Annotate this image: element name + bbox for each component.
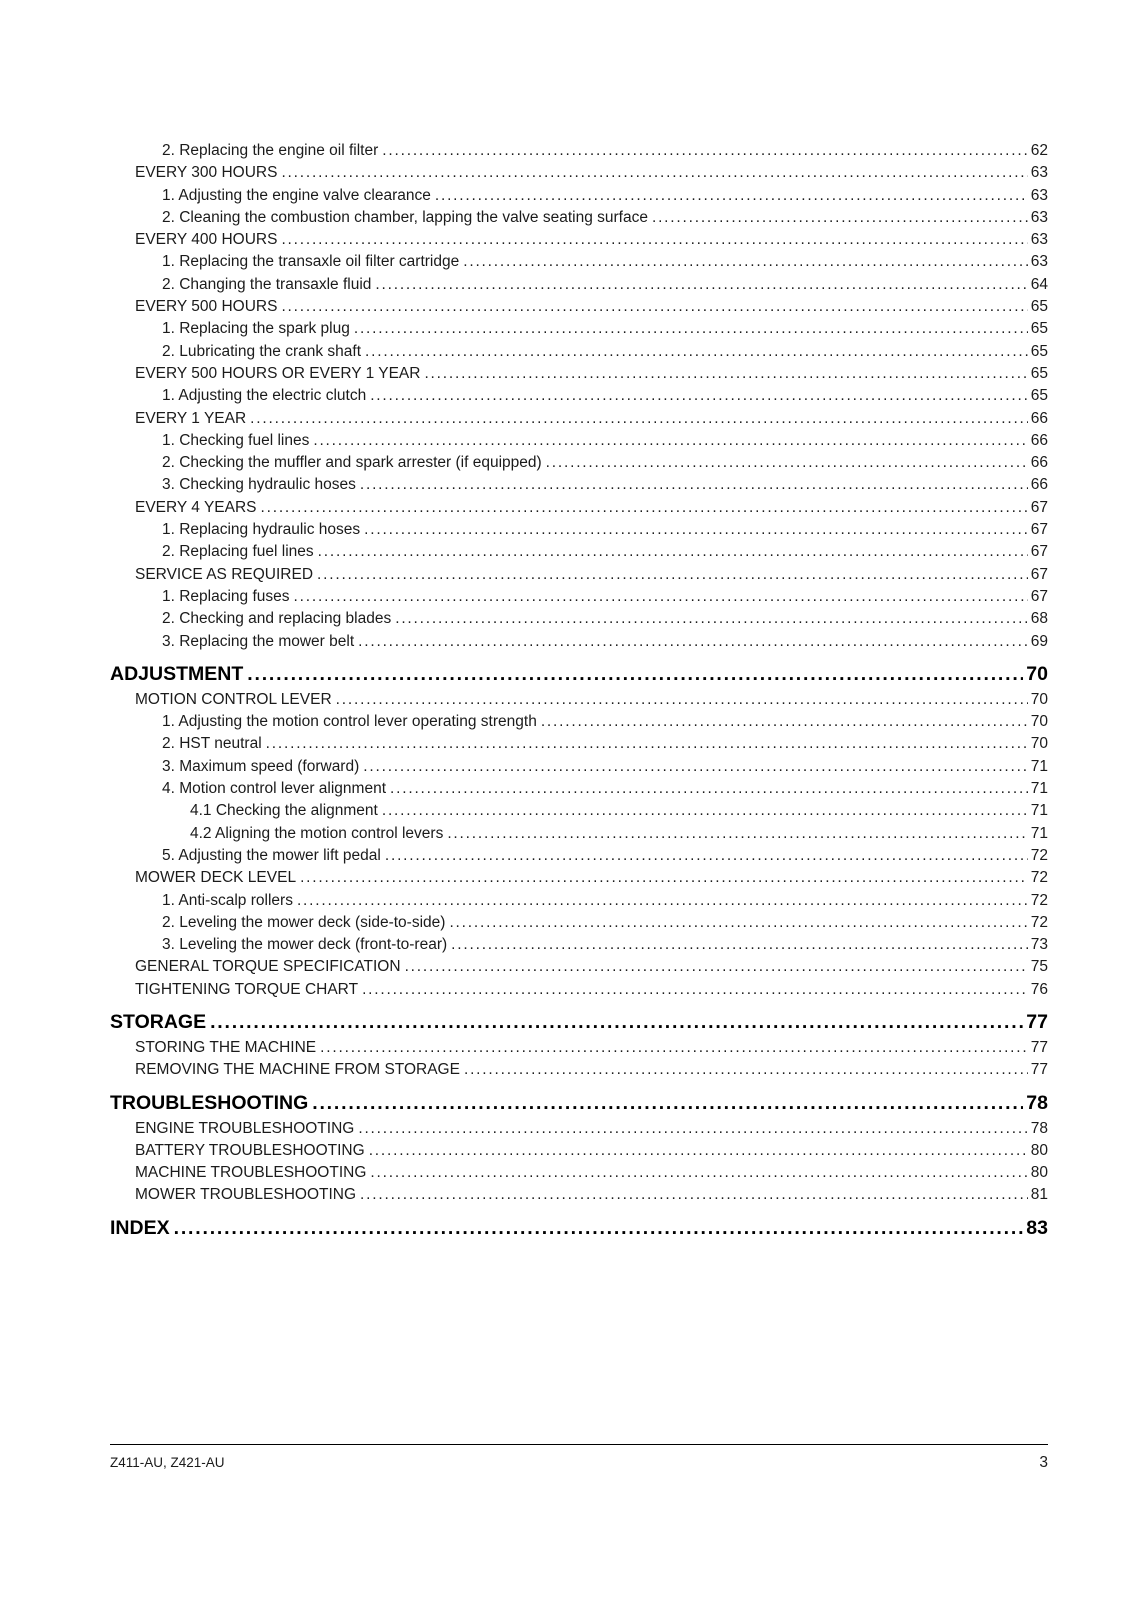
toc-entry-page: 71 <box>1030 757 1048 775</box>
toc-entry-page: 70 <box>1026 662 1048 685</box>
toc-entry <box>110 452 1048 474</box>
dotted-leader <box>210 1010 1023 1034</box>
toc-entry <box>110 1216 1048 1240</box>
toc-entry-page: 65 <box>1030 320 1048 338</box>
toc-entry-page: 75 <box>1030 958 1048 976</box>
toc-entry-label: 1. Adjusting the motion control lever operating strength <box>162 713 537 731</box>
toc-entry-page: 67 <box>1030 543 1048 561</box>
toc-entry-label: MOWER DECK LEVEL <box>135 869 297 887</box>
toc-entry <box>110 385 1048 407</box>
toc-list <box>110 140 1048 1243</box>
toc-entry-label: EVERY 500 HOURS <box>135 298 278 316</box>
dotted-leader <box>369 1140 1028 1162</box>
toc-entry-label: 4. Motion control lever alignment <box>162 780 387 798</box>
toc-entry-label: 1. Checking fuel lines <box>162 431 310 449</box>
toc-entry-label: 1. Replacing hydraulic hoses <box>162 521 361 539</box>
toc-entry-page: 68 <box>1030 610 1048 628</box>
toc-entry-page: 66 <box>1030 409 1048 427</box>
toc-entry-label: ADJUSTMENT <box>110 662 244 685</box>
toc-entry-page: 73 <box>1030 936 1048 954</box>
dotted-leader <box>451 934 1028 956</box>
toc-entry-page: 64 <box>1030 275 1048 293</box>
dotted-leader <box>447 823 1027 845</box>
toc-entry-label: TIGHTENING TORQUE CHART <box>135 980 359 998</box>
dotted-leader <box>382 800 1028 822</box>
toc-entry-page: 77 <box>1030 1038 1048 1056</box>
toc-entry-page: 66 <box>1030 431 1048 449</box>
toc-entry-label: 1. Anti-scalp rollers <box>162 891 293 909</box>
dotted-leader <box>354 318 1028 340</box>
dotted-leader <box>362 979 1028 1001</box>
dotted-leader <box>370 385 1028 407</box>
toc-entry-label: REMOVING THE MACHINE FROM STORAGE <box>135 1061 460 1079</box>
toc-entry-label: 2. Lubricating the crank shaft <box>162 342 362 360</box>
dotted-leader <box>464 1059 1028 1081</box>
toc-entry-page: 70 <box>1030 713 1048 731</box>
toc-entry-label: STORING THE MACHINE <box>135 1038 317 1056</box>
toc-entry-page: 63 <box>1030 231 1048 249</box>
dotted-leader <box>395 608 1028 630</box>
dotted-leader <box>382 140 1027 162</box>
toc-entry <box>110 1010 1048 1034</box>
dotted-leader <box>336 689 1028 711</box>
toc-entry-page: 70 <box>1030 690 1048 708</box>
dotted-leader <box>652 207 1028 229</box>
dotted-leader <box>385 845 1028 867</box>
dotted-leader <box>250 408 1028 430</box>
dotted-leader <box>424 363 1027 385</box>
dotted-leader <box>174 1216 1024 1240</box>
toc-entry <box>110 497 1048 519</box>
dotted-leader <box>435 185 1028 207</box>
toc-entry <box>110 1184 1048 1206</box>
toc-entry-page: 66 <box>1030 454 1048 472</box>
dotted-leader <box>320 1037 1028 1059</box>
toc-entry <box>110 541 1048 563</box>
toc-entry <box>110 934 1048 956</box>
toc-entry-label: 3. Replacing the mower belt <box>162 632 355 650</box>
toc-entry <box>110 474 1048 496</box>
toc-entry-label: MOWER TROUBLESHOOTING <box>135 1186 357 1204</box>
dotted-leader <box>365 341 1028 363</box>
toc-entry <box>110 912 1048 934</box>
toc-entry <box>110 229 1048 251</box>
toc-entry <box>110 564 1048 586</box>
toc-entry-page: 65 <box>1030 364 1048 382</box>
toc-entry-label: 1. Replacing fuses <box>162 587 290 605</box>
toc-entry-label: INDEX <box>110 1216 170 1239</box>
toc-entry <box>110 251 1048 273</box>
toc-entry-label: 2. Changing the transaxle fluid <box>162 275 372 293</box>
toc-entry-label: 3. Checking hydraulic hoses <box>162 476 356 494</box>
toc-entry-label: SERVICE AS REQUIRED <box>135 565 314 583</box>
toc-entry <box>110 1140 1048 1162</box>
toc-entry-page: 72 <box>1030 891 1048 909</box>
toc-entry-label: 2. Leveling the mower deck (side-to-side) <box>162 913 446 931</box>
dotted-leader <box>312 1091 1023 1115</box>
toc-entry <box>110 363 1048 385</box>
toc-entry-page: 80 <box>1030 1141 1048 1159</box>
toc-entry-label: EVERY 400 HOURS <box>135 231 278 249</box>
toc-entry-page: 71 <box>1030 802 1048 820</box>
dotted-leader <box>266 733 1028 755</box>
toc-entry-label: 2. Replacing the engine oil filter <box>162 142 379 159</box>
dotted-leader <box>360 474 1028 496</box>
dotted-leader <box>281 162 1027 184</box>
toc-entry <box>110 1037 1048 1059</box>
dotted-leader <box>247 662 1023 686</box>
toc-entry-page: 69 <box>1030 632 1048 650</box>
toc-entry <box>110 823 1048 845</box>
toc-entry-label: 1. Replacing the spark plug <box>162 320 350 338</box>
toc-entry <box>110 733 1048 755</box>
toc-entry <box>110 1059 1048 1081</box>
toc-entry-page: 63 <box>1030 186 1048 204</box>
toc-entry-page: 72 <box>1030 846 1048 864</box>
toc-entry-page: 62 <box>1030 142 1048 159</box>
toc-entry-page: 67 <box>1030 521 1048 539</box>
toc-entry-page: 65 <box>1030 298 1048 316</box>
dotted-leader <box>317 564 1028 586</box>
toc-entry-label: 1. Adjusting the engine valve clearance <box>162 186 431 204</box>
toc-entry <box>110 778 1048 800</box>
footer-model: Z411-AU, Z421-AU <box>110 1455 225 1470</box>
dotted-leader <box>390 778 1028 800</box>
toc-entry-page: 67 <box>1030 565 1048 583</box>
toc-entry-label: 3. Maximum speed (forward) <box>162 757 360 775</box>
toc-entry-label: MOTION CONTROL LEVER <box>135 690 332 708</box>
toc-entry <box>110 185 1048 207</box>
dotted-leader <box>364 519 1028 541</box>
dotted-leader <box>360 1184 1028 1206</box>
dotted-leader <box>318 541 1028 563</box>
toc-entry-page: 76 <box>1030 980 1048 998</box>
dotted-leader <box>297 890 1028 912</box>
toc-entry <box>110 140 1048 162</box>
toc-entry-label: 5. Adjusting the mower lift pedal <box>162 846 381 864</box>
toc-entry-page: 71 <box>1030 824 1048 842</box>
toc-entry-page: 67 <box>1030 587 1048 605</box>
toc-entry-page: 63 <box>1030 208 1048 226</box>
toc-entry-page: 71 <box>1030 780 1048 798</box>
toc-entry-label: 4.1 Checking the alignment <box>190 802 378 820</box>
dotted-leader <box>546 452 1028 474</box>
toc-entry-label: TROUBLESHOOTING <box>110 1091 309 1114</box>
toc-entry <box>110 162 1048 184</box>
toc-entry-page: 63 <box>1030 164 1048 182</box>
toc-entry-label: 2. Replacing fuel lines <box>162 543 314 561</box>
toc-entry-page: 65 <box>1030 342 1048 360</box>
toc-entry-page: 70 <box>1030 735 1048 753</box>
toc-entry-label: 2. Checking the muffler and spark arrester (if equipped) <box>162 454 542 472</box>
page-footer <box>110 1444 1048 1472</box>
toc-entry <box>110 608 1048 630</box>
dotted-leader <box>541 711 1028 733</box>
toc-entry <box>110 890 1048 912</box>
toc-entry <box>110 689 1048 711</box>
toc-entry <box>110 1091 1048 1115</box>
toc-entry-label: EVERY 500 HOURS OR EVERY 1 YEAR <box>135 364 421 382</box>
toc-entry-page: 77 <box>1026 1010 1048 1033</box>
toc-entry-page: 77 <box>1030 1061 1048 1079</box>
toc-entry <box>110 408 1048 430</box>
toc-entry-label: GENERAL TORQUE SPECIFICATION <box>135 958 401 976</box>
toc-entry <box>110 274 1048 296</box>
toc-entry-label: 2. HST neutral <box>162 735 262 753</box>
toc-entry <box>110 956 1048 978</box>
dotted-leader <box>358 631 1028 653</box>
toc-entry-page: 80 <box>1030 1164 1048 1182</box>
toc-entry <box>110 631 1048 653</box>
toc-entry-label: 1. Adjusting the electric clutch <box>162 387 367 405</box>
toc-entry-label: ENGINE TROUBLESHOOTING <box>135 1119 355 1137</box>
toc-entry <box>110 979 1048 1001</box>
toc-entry-label: 2. Checking and replacing blades <box>162 610 392 628</box>
toc-entry-label: MACHINE TROUBLESHOOTING <box>135 1164 367 1182</box>
toc-entry-label: BATTERY TROUBLESHOOTING <box>135 1141 365 1159</box>
toc-entry-label: 2. Cleaning the combustion chamber, lapping the valve seating surface <box>162 208 648 226</box>
toc-entry <box>110 662 1048 686</box>
dotted-leader <box>405 956 1028 978</box>
toc-entry <box>110 1162 1048 1184</box>
toc-entry-page: 78 <box>1030 1119 1048 1137</box>
dotted-leader <box>281 296 1027 318</box>
dotted-leader <box>370 1162 1027 1184</box>
dotted-leader <box>363 756 1027 778</box>
toc-entry <box>110 867 1048 889</box>
toc-entry-page: 81 <box>1030 1186 1048 1204</box>
toc-entry <box>110 1118 1048 1140</box>
toc-entry <box>110 207 1048 229</box>
dotted-leader <box>300 867 1028 889</box>
toc-entry-label: 1. Replacing the transaxle oil filter cartridge <box>162 253 460 271</box>
toc-entry <box>110 296 1048 318</box>
toc-entry <box>110 519 1048 541</box>
toc-entry-page: 78 <box>1026 1091 1048 1114</box>
dotted-leader <box>358 1118 1027 1140</box>
toc-entry-page: 63 <box>1030 253 1048 271</box>
toc-entry-label: STORAGE <box>110 1010 207 1033</box>
toc-entry <box>110 756 1048 778</box>
toc-entry <box>110 800 1048 822</box>
toc-entry-label: 4.2 Aligning the motion control levers <box>190 824 444 842</box>
dotted-leader <box>375 274 1027 296</box>
dotted-leader <box>294 586 1028 608</box>
toc-entry-label: 3. Leveling the mower deck (front-to-rear) <box>162 936 448 954</box>
toc-entry-page: 66 <box>1030 476 1048 494</box>
dotted-leader <box>261 497 1028 519</box>
toc-entry <box>110 586 1048 608</box>
footer-page-number: 3 <box>1039 1454 1048 1471</box>
toc-entry <box>110 430 1048 452</box>
toc-entry-page: 67 <box>1030 498 1048 516</box>
toc-entry-page: 72 <box>1030 869 1048 887</box>
dotted-leader <box>449 912 1027 934</box>
toc-entry-page: 65 <box>1030 387 1048 405</box>
toc-entry-label: EVERY 4 YEARS <box>135 498 257 516</box>
toc-entry-label: EVERY 300 HOURS <box>135 164 278 182</box>
dotted-leader <box>313 430 1027 452</box>
toc-entry <box>110 845 1048 867</box>
dotted-leader <box>463 251 1028 273</box>
toc-entry-label: EVERY 1 YEAR <box>135 409 247 427</box>
toc-entry-page: 72 <box>1030 913 1048 931</box>
toc-entry <box>110 341 1048 363</box>
dotted-leader <box>281 229 1027 251</box>
toc-entry <box>110 711 1048 733</box>
toc-entry <box>110 318 1048 340</box>
toc-entry-page: 83 <box>1026 1216 1048 1239</box>
